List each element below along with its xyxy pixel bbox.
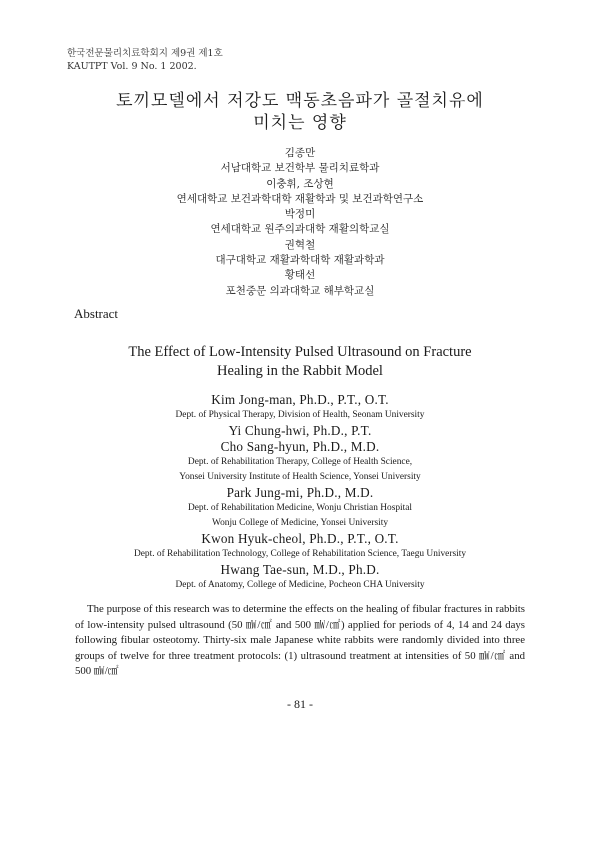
author-affiliation: Wonju College of Medicine, Yonsei University	[211, 518, 389, 528]
abstract-paragraph: The purpose of this research was to determine the effects on the healing of fibular fractures in rabbits of low-intensity pulsed ultrasound (50 ㎽/㎠ and 500 ㎽/㎠) applied for periods of 4, 14 and 24 days following fibular osteotomy. Thirty-six male Japanese white rabbits were randomly divided into three groups of twelve for three treatment protocols: (1) ultrasound treatment at intensities of 50 ㎽/㎠ and 500 ㎽/㎠	[75, 603, 525, 678]
korean-author-line: 연세대학교 원주의과대학 재활의학교실	[210, 223, 390, 236]
korean-author-block	[0, 146, 600, 299]
korean-author-line: 포천중문 의과대학교 해부학교실	[225, 284, 375, 297]
author-affiliation: Dept. of Rehabilitation Therapy, College of Health Science,	[187, 457, 413, 467]
author-affiliation: Dept. of Anatomy, College of Medicine, Pocheon CHA University	[175, 580, 425, 590]
korean-author-line: 권혁철	[284, 238, 316, 251]
journal-volume: KAUTPT Vol. 9 No. 1 2002.	[67, 61, 197, 72]
korean-author-line: 연세대학교 보건과학대학 재활학과 및 보건과학연구소	[176, 192, 424, 205]
journal-name: 한국전문물리치료학회지 제9권 제1호	[67, 48, 223, 59]
english-title	[0, 343, 600, 381]
author-affiliation: Dept. of Rehabilitation Medicine, Wonju Christian Hospital	[187, 503, 413, 513]
author-affiliation: Dept. of Rehabilitation Technology, College of Rehabilitation Science, Taegu University	[133, 549, 467, 559]
korean-author-line: 황태선	[284, 269, 316, 282]
author-name: Cho Sang-hyun, Ph.D., M.D.	[220, 439, 380, 454]
english-title-line-1: The Effect of Low-Intensity Pulsed Ultrasound on Fracture	[128, 344, 472, 360]
korean-author-line: 대구대학교 재활과학대학 재활과학과	[215, 254, 385, 267]
korean-author-line: 이충휘, 조상현	[266, 177, 334, 190]
author-affiliation: Yonsei University Institute of Health Science, Yonsei University	[179, 472, 421, 482]
author-name: Yi Chung-hwi, Ph.D., P.T.	[228, 423, 372, 438]
journal-header	[67, 47, 223, 73]
author-name: Hwang Tae-sun, M.D., Ph.D.	[220, 562, 380, 577]
korean-author-line: 김종만	[284, 147, 316, 159]
korean-author-line: 서남대학교 보건학부 물리치료학과	[220, 162, 380, 175]
author-name: Park Jung-mi, Ph.D., M.D.	[226, 485, 374, 500]
korean-title	[0, 90, 600, 134]
english-title-line-2: Healing in the Rabbit Model	[217, 363, 383, 379]
korean-title-line-1: 토끼모델에서 저강도 맥동초음파가 골절치유에	[116, 91, 484, 111]
author-name: Kwon Hyuk-cheol, Ph.D., P.T., O.T.	[201, 531, 399, 546]
english-author-block	[0, 392, 600, 593]
abstract-body	[75, 602, 525, 680]
page-number: - 81 -	[287, 697, 313, 711]
author-affiliation: Dept. of Physical Therapy, Division of Health, Seonam University	[175, 410, 425, 420]
abstract-heading: Abstract	[74, 306, 119, 321]
author-name: Kim Jong-man, Ph.D., P.T., O.T.	[211, 392, 389, 407]
korean-title-line-2: 미치는 영향	[253, 113, 347, 133]
korean-author-line: 박정미	[284, 208, 316, 221]
